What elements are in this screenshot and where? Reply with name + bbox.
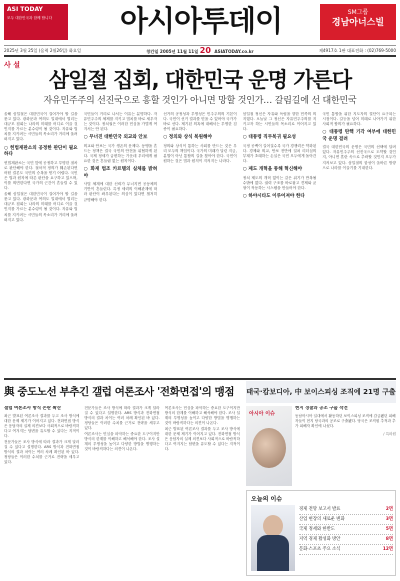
editorial-body — [4, 112, 396, 378]
founding-info — [146, 46, 253, 55]
box-title: 오늘의 이슈 — [251, 496, 283, 503]
issue-item[interactable] — [299, 525, 393, 535]
body-column-2 — [84, 112, 158, 378]
issue-date: 2025년 3월 25일 (음력 2월26일) 화요일 — [4, 48, 82, 53]
paragraph: 결국 대한민국의 운명은 국민의 선택에 달려 있다. 자유민주주의 선진국으로 도약할 것인지, 아니면 혼란 속으로 추락할 것인지 모두가 지켜보고 있다. 삼일절의 함성이 올바른 방향으로 나라를 이끌기를 기대한다. — [322, 145, 396, 170]
portrait-photo — [251, 505, 295, 571]
paragraph: 최근 발표된 여론조사 결과를 두고 조사 방식에 대한 문제 제기가 이어지고 있다. 전화면접 방식은 응답자의 실제 의견보다 사회적으로 바람직하다고 여겨지는 답변을 유도할 수 있다는 지적이다. — [164, 427, 240, 451]
story-column-3 — [165, 406, 240, 578]
paragraph: 전문가들은 조사 방식에 따라 결과가 크게 달라질 수 있다고 설명한다. ARS 방식과 전화면접 방식의 결과 차이는 여러 차례 확인된 바 있다. 정당들은 이러한 수치를 근거로 전략을 세우고 있다. — [4, 440, 80, 464]
story-kicker: 갤럽 여론조사 방식 논란 확산 — [4, 406, 62, 411]
subheading: ○ 무너진 대한민국 외교와 안보 — [83, 135, 148, 141]
issue-item[interactable] — [299, 505, 393, 515]
masthead — [0, 0, 400, 42]
paragraph: 국민들이 거리로 나서는 이유는 분명하다. 자유민주주의 체제를 지키고 법치를 바로 세우자는 것이다. 정치권은 이러한 민심을 가볍게 여겨서는 안 된다. — [83, 112, 158, 132]
issue-item-text: 경제 전망 보고서 발표 — [299, 506, 341, 512]
issue-item-page: 2면 — [385, 506, 393, 512]
story-headline-politics[interactable]: 與 중도노선 부추긴 갤럽 여론조사 '전화면접'의 맹점 — [4, 386, 235, 398]
subheading: ○ 대통령 탄핵 기각 여부에 대한민국 운명 걸려 — [322, 130, 396, 142]
issue-item[interactable] — [299, 515, 393, 525]
paragraph: 최근 발표된 여론조사 결과를 두고 조사 방식에 대한 문제 제기가 이어지고 있다. 전화면접 방식은 응답자의 실제 의견보다 사회적으로 바람직하다고 여겨지는 답변을 유도할 수 있다는 지적이다. — [4, 414, 80, 438]
site-url[interactable]: ASIATODAY.co.kr — [214, 49, 254, 54]
paragraph: 국민 통합을 위한 지도자의 결단이 요구되는 시점이다. 갈등을 넘어 미래로 나아가기 위한 사회적 합의가 필요하다. — [322, 112, 396, 127]
paragraph: 헌법재판소는 국민 앞에 공정하고 투명한 절차로 판단해야 한다. 절차적 정의가 훼손된다면 어떤 결론도 국민의 승복을 얻기 어렵다. 국민은 법과 원칙에 따른 판단을 요구하고 있으며, 이를 외면한다면 국가의 근간이 흔들릴 수 있다. — [4, 160, 78, 191]
issue-item-text: 지역 경제 활성화 방안 — [299, 536, 341, 542]
promo-right-top: SM그룹 — [347, 9, 369, 16]
portrait-body — [257, 535, 289, 571]
story-headline-international[interactable]: 태국·캄보디아, 中 보이스피싱 조직에 21명 구출 — [246, 381, 396, 403]
promo-brand: ASI TODAY — [7, 6, 43, 13]
body-column-5 — [322, 112, 396, 378]
promo-right-main: 경남아너스빌 — [331, 18, 385, 28]
portrait-head — [263, 515, 283, 537]
issue-item-text: 문화·스포츠 주요 소식 — [299, 546, 341, 552]
paragraph: 여론조사는 민심을 파악하는 중요한 도구이지만 방식의 한계를 이해하고 해석해야 한다. 조사 설계의 투명성을 높이고 다양한 방법을 병행하는 것이 바람직하다는 의견이 나온다. — [164, 406, 240, 425]
story-politics-body — [4, 406, 240, 578]
body-column-4 — [243, 112, 317, 378]
story-kicker: 현지 경찰과 공조 구출 작전 — [295, 406, 348, 411]
issue-info — [319, 46, 396, 55]
editorial-subhead: 자유민주주의 선진국으로 흥할 것인가 아니면 망할 것인가… 갈림길에 선 대한민국 — [43, 96, 357, 106]
subheading: ○ 제도 개혁을 통해 혁신해야 — [242, 167, 303, 173]
founded-date: 창간일 2005년 11월 11일 — [146, 49, 199, 54]
paragraph: 정의와 상식이 통하는 사회를 만드는 것은 우리 모두의 책임이다. 국가의 미래가 달린 지금, 분열이 아닌 통합의 길을 찾아야 한다. 국민이 원하는 것은 법과 원칙이 지켜지는 나라다. — [163, 143, 237, 164]
subheading: ○ 화재 법조 카르텔의 실체를 밝혀야 — [83, 167, 158, 179]
subheading: ○ 정의와 상식 복원해야 — [163, 135, 212, 141]
promo-banner-left[interactable] — [4, 4, 68, 40]
promo-banner-right[interactable] — [320, 4, 396, 40]
issue-item-text: 산업 현장의 새로운 변화 — [299, 516, 345, 522]
today-issue-box — [246, 490, 396, 576]
subheading: ○ 대통령 직무복귀 필요성 — [242, 135, 296, 141]
paragraph: 외교와 안보는 국가 생존의 문제다. 동맹을 흔드는 정책은 결국 국민의 안전을 위협하게 된다. 국제 정세가 급변하는 가운데 우리에게 필요한 것은 흔들림 없는 원칙이다. — [83, 143, 158, 164]
paragraph: 사법 체계에 대한 신뢰가 무너지면 공동체의 기반이 흔들린다. 특정 세력의 이해관계에 따라 판단이 좌우된다는 의심이 있다면 철저히 규명해야 한다. — [83, 182, 158, 202]
paragraph: 정치 제도의 개혁 없이는 같은 위기가 반복될 수밖에 없다. 권력 구조를 바로잡고 견제와 균형이 작동하는 시스템을 만들어야 한다. — [242, 175, 317, 190]
section-divider — [4, 378, 396, 380]
story-international — [246, 406, 396, 578]
editorial-headline[interactable]: 삼일절 집회, 대한민국 운명 가른다 — [48, 68, 352, 92]
body-column-3 — [163, 112, 237, 378]
story-photo[interactable] — [246, 406, 292, 486]
story-international-body — [246, 406, 396, 486]
issue-item-text: 국제 정세와 한반도 — [299, 526, 335, 532]
newspaper-logo[interactable]: 아시아투데이 — [119, 4, 283, 38]
paragraph: 선거의 공정성과 투명성은 민주주의의 기본이다. 국민이 선거 결과를 믿을 수 있어야 국가가 바로 선다. 제기된 의혹에 대해서는 투명한 검증이 필요하다. — [163, 112, 237, 132]
subheading: ○ 헌법재판소의 공정한 판단이 필요하다 — [4, 145, 78, 158]
paragraph: 국정 공백이 길어질수록 국가 경쟁력은 약화된다. 경제와 외교, 안보 전반에 걸쳐 리더십의 부재가 초래하는 손실은 국민 모두에게 돌아간다. — [242, 143, 317, 164]
section-tag: 사 설 — [4, 61, 20, 69]
phone-number: 대표전화 : (02)769-5000 — [346, 48, 396, 53]
issue-item-page: 12면 — [382, 546, 393, 552]
issue-item-page: 5면 — [385, 526, 393, 532]
story-column-2 — [84, 406, 159, 578]
anniversary-badge: 20 — [199, 46, 211, 55]
photo-brand-label: 아시아 이슈 — [249, 411, 275, 417]
issue-item-page: 3면 — [385, 516, 393, 522]
story-text — [295, 406, 396, 486]
dateline — [4, 45, 396, 57]
issue-item[interactable] — [299, 535, 393, 545]
photo-subject — [252, 428, 286, 468]
paragraph: 전문가들은 조사 방식에 따라 결과가 크게 달라질 수 있다고 설명한다. ARS 방식과 전화면접 방식의 결과 차이는 여러 차례 확인된 바 있다. 정당들은 이러한 수치를 근거로 전략을 세우고 있다. — [84, 406, 160, 430]
body-column-1 — [4, 112, 78, 378]
issue-list — [299, 505, 393, 555]
promo-text: 모두 대한민국과 함께 합니다 — [7, 16, 53, 20]
issue-number: 제4917호 1판 — [318, 48, 346, 53]
subheading: ○ 하야시타도 이루어져야 한다 — [242, 194, 305, 200]
paragraph: 여론조사는 민심을 파악하는 중요한 도구이지만 방식의 한계를 이해하고 해석해야 한다. 조사 설계의 투명성을 높이고 다양한 방법을 병행하는 것이 바람직하다는 의견이 나온다. — [84, 432, 160, 451]
paragraph: 올해 삼일절은 대한민국이 걸어가야 할 길을 묻고 있다. 광화문과 여의도 일대에서 열리는 대규모 집회는 나라의 미래를 어디로 이끌 것인지를 가르는 분수령이 될 것이다. 자유와 법치를 지키려는 시민들의 목소리가 거리에 울려 퍼지고 있다. — [4, 112, 78, 142]
byline: / 특파원 — [383, 432, 396, 436]
issue-item-page: 8면 — [385, 536, 393, 542]
paragraph: 삼일절 정신은 자유와 독립을 향한 민족의 의지였다. 오늘날 그 정신은 자유민주주의를 지키고자 하는 시민들의 목소리로 이어지고 있다. — [242, 112, 317, 132]
paragraph: 동남아시아 일대에서 활동하던 보이스피싱 조직에 감금됐던 피해자들이 현지 당국과의 공조로 구출됐다. 당국은 조직원 추적과 추가 피해자 확인에 나섰다. — [295, 414, 396, 428]
paragraph: 올해 삼일절은 대한민국이 걸어가야 할 길을 묻고 있다. 광화문과 여의도 일대에서 열리는 대규모 집회는 나라의 미래를 어디로 이끌 것인지를 가르는 분수령이 될 것이다. 자유와 법치를 지키려는 시민들의 목소리가 거리에 울려 퍼지고 있다. — [4, 192, 78, 222]
story-column-1 — [4, 406, 79, 578]
issue-item[interactable] — [299, 545, 393, 555]
